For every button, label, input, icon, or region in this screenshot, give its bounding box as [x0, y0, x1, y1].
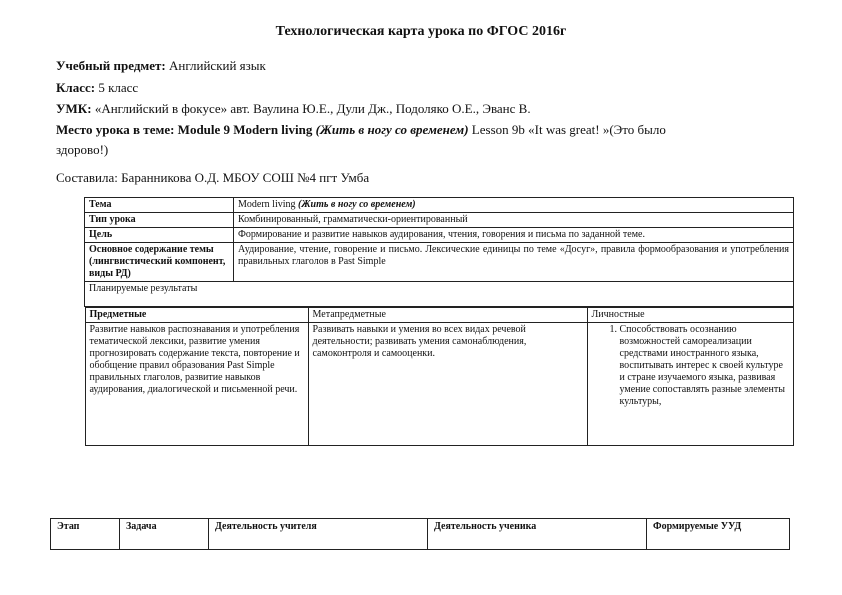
author-line: Составила: Баранникова О.Д. МБОУ СОШ №4 пгт Умба — [56, 170, 370, 185]
subject-line — [56, 58, 266, 74]
umk-value: «Английский в фокусе» авт. Ваулина Ю.Е., Дули Дж., Подоляко О.Е., Эванс В. — [91, 101, 531, 116]
col-header-student: Деятельность ученика — [428, 519, 647, 550]
subject-value: Английский язык — [165, 58, 266, 73]
personal-results: 1. Способствовать осознанию возможностей самореализации средствами иностранного языка, воспитывать интерес к своей культуре и стране изучаемого языка, развивая умение сопоставлять разные элементы культуры, — [620, 324, 789, 408]
place-line — [56, 122, 666, 138]
umk-label: УМК: — [56, 101, 92, 116]
row-label: Тип урока — [85, 213, 234, 228]
place-label: Место урока в теме: — [56, 122, 175, 137]
row-label: Основное содержание темы (лингвистический компонент, виды РД) — [85, 243, 234, 282]
row-label: Цель — [85, 228, 234, 243]
col-header-personal: Личностные — [587, 308, 793, 323]
meta-results: Развивать навыки и умения во всех видах речевой деятельности; развивать умения самонаблюдения, самоконтроля и самооценки. — [308, 323, 587, 446]
personal-results-cell — [587, 323, 793, 446]
grade-label: Класс: — [56, 80, 96, 95]
grade-value: 5 класс — [95, 80, 139, 95]
grade-line — [56, 80, 138, 96]
place-module: Module 9 Modern living — [174, 122, 316, 137]
subject-results: Развитие навыков распознавания и употребления тематической лексики, развитие умения прогнозировать содержание текста, повторение и обобщение правил образования Past Simple правильных глаголов, развитие навыков аудирования, диалогической и письменной речи. — [85, 323, 308, 446]
col-header-stage: Этап — [51, 519, 120, 550]
table-row — [85, 228, 794, 243]
place-italic: (Жить в ногу со временем) — [315, 122, 469, 137]
table-row — [51, 519, 790, 550]
col-header-uud: Формируемые УУД — [647, 519, 790, 550]
col-header-subject: Предметные — [85, 308, 308, 323]
row-value: Modern living (Жить в ногу со временем) — [234, 198, 794, 213]
row-value: Аудирование, чтение, говорение и письмо. Лексические единицы по теме «Досуг», правила формообразования и употребления правильных глаголов в Past Simple — [234, 243, 794, 282]
lesson-stages-table — [50, 518, 790, 550]
row-value: Формирование и развитие навыков аудирования, чтения, говорения и письма по заданной теме. — [234, 228, 794, 243]
results-table — [85, 307, 794, 446]
lesson-info-table — [84, 197, 794, 446]
table-row — [85, 213, 794, 228]
row-value: Комбинированный, грамматически-ориентированный — [234, 213, 794, 228]
document-title: Технологическая карта урока по ФГОС 2016г — [275, 24, 567, 39]
results-header-row — [85, 307, 794, 447]
place-line-2: здорово!) — [56, 142, 109, 157]
row-label: Тема — [85, 198, 234, 213]
planned-results-label: Планируемые результаты — [85, 282, 794, 307]
planned-results-row — [85, 282, 794, 307]
place-rest: Lesson 9b «It was great! »(Это было — [468, 122, 666, 137]
table-row — [85, 198, 794, 213]
umk-line — [56, 101, 531, 117]
col-header-task: Задача — [120, 519, 209, 550]
subject-label: Учебный предмет: — [56, 58, 166, 73]
table-row — [85, 243, 794, 282]
col-header-meta: Метапредметные — [308, 308, 587, 323]
col-header-teacher: Деятельность учителя — [209, 519, 428, 550]
